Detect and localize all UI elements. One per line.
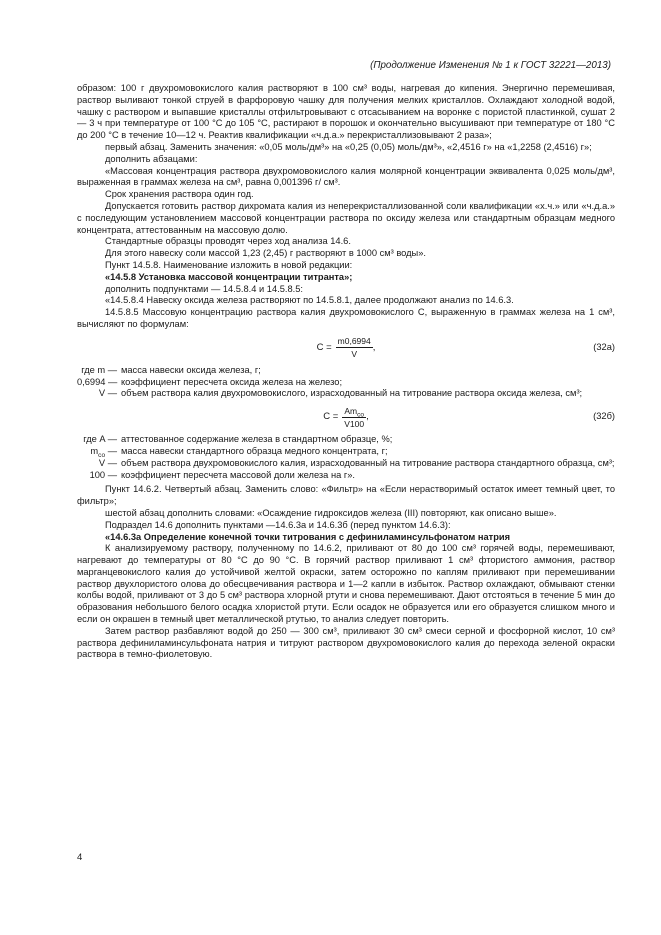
paragraph: дополнить абзацами: [105, 153, 198, 164]
paragraph: первый абзац. Заменить значения: «0,05 моль/дм³» на «0,25 (0,05) моль/дм³», «2,4516 г» на «1,2258 (2,4516) г»; [105, 141, 592, 152]
legend-description: масса навески оксида железа, г; [121, 364, 261, 375]
paragraph: Допускается готовить раствор дихромата калия из неперекристаллизованной соли квалификации «х.ч.» или «ч.д.а.» с последующим установлением массовой концентрации раствора по оксиду железа или стандартным образцам медного концентрата, аттестованным на массовую долю. [77, 200, 615, 235]
legend-term: где A — [83, 434, 117, 445]
paragraph: 14.5.8.5 Массовую концентрацию раствора калия двухромовокислого С, выраженную в граммах железа на 1 см³, вычисляют по формулам: [77, 307, 615, 329]
formula-numerator: $Am_{со}$ [344, 405, 365, 419]
page-number: 4 [77, 852, 83, 863]
legend-term: V — [98, 457, 117, 468]
section-heading: «14.5.8 Установка массовой концентрации титранта»; [105, 271, 353, 282]
formula-fraction [342, 406, 366, 429]
paragraph: дополнить подпунктами — 14.5.8.4 и 14.5.8.5: [105, 283, 303, 294]
page-header: (Продолжение Изменения № 1 к ГОСТ 32221—2013) [370, 60, 611, 71]
formula-32a [77, 331, 615, 365]
paragraph: Срок хранения раствора один год. [105, 189, 254, 200]
legend-term: где m — [81, 364, 117, 375]
paragraph: «14.5.8.4 Навеску оксида железа растворяют по 14.5.8.1, далее продолжают анализ по 14.6.3. [105, 295, 514, 306]
section-heading: «14.6.3а Определение конечной точки титрования с дефиниламинсульфонатом натрия [105, 531, 511, 542]
document-body [77, 83, 615, 661]
formula-legend [77, 434, 615, 481]
formula-lhs: C = [316, 341, 332, 353]
paragraph: шестой абзац дополнить словами: «Осаждение гидроксидов железа (III) повторяют, как описано выше». [105, 507, 557, 518]
formula-tail: , [372, 341, 376, 353]
paragraph: «Массовая концентрация раствора двухромовокислого калия молярной концентрации эквивалента 0,025 моль/дм³, выраженная в граммах железа на см³, равна 0,001396 г/ см³. [77, 165, 615, 188]
formula-denominator: V [351, 349, 358, 360]
legend-term: V — [98, 388, 117, 399]
paragraph: Пункт 14.6.2. Четвертый абзац. Заменить слово: «Фильтр» на «Если нерастворимый остаток имеет темный цвет, то фильтр»; [77, 484, 615, 507]
legend-description: масса навески стандартного образца медного концентрата, г; [121, 445, 388, 456]
legend-description: коэффициент пересчета массовой доли железа на г». [121, 469, 355, 480]
legend-description: объем раствора двухромовокислого калия, израсходованный на титрование раствора стандартного образца, см³; [121, 457, 615, 468]
formula-number: (32а) [593, 341, 615, 352]
paragraph: Стандартные образцы проводят через ход анализа 14.6. [105, 236, 351, 247]
formula-fraction [336, 336, 373, 359]
paragraph: Пункт 14.5.8. Наименование изложить в новой редакции: [105, 259, 353, 270]
legend-term: $m_{со}$ — [90, 445, 117, 459]
paragraph: Подраздел 14.6 дополнить пунктами —14.6.3а и 14.6.3б (перед пунктом 14.6.3): [105, 519, 451, 530]
legend-description: объем раствора калия двухромовокислого, израсходованный на титрование раствора оксида железа, см³; [121, 388, 583, 399]
legend-term: 100 — [89, 469, 117, 480]
formula-lhs: C = [323, 411, 339, 423]
legend-description: коэффициент пересчета оксида железа на железо; [121, 376, 343, 387]
formula-denominator: V100 [344, 418, 365, 429]
paragraph: образом: 100 г двухромовокислого калия растворяют в 100 см³ воды, нагревая до кипения. Энергично перемешивая, раствор выливают тонкой струей в фарфоровую чашку для получения мелких кристаллов. Охлаждают холодной водой, чашку с раствором и выпавшие кристаллы отфильтровывают с отсасыванием на воронке с пористой пластинкой, сушат 2 — 3 ч при температуре от 100 °С до 105 °С, растирают в порошок и окончательно высушивают при температуре от 180 °С до 200 °С в течение 10—12 ч. Реактив квалификации «ч.д.а.» перекристаллизовывают 2 раза»; [77, 83, 615, 141]
formula-tail: , [366, 411, 369, 423]
formula-legend [77, 365, 615, 400]
formula-32b [77, 400, 615, 434]
paragraph: К анализируемому раствору, полученному по 14.6.2, приливают от 80 до 100 см³ горячей воды, перемешивают, нагревают до температуры от 80 °С до 90 °С. В горячий раствор приливают 1 см³ фтористого аммония, раствор марганцевокислого калия до устойчивой желтой окраски, затем осторожно по каплям приливают при перемешивании раствор двухлористого олова до обесцвечивания раствора и 1—2 капли в избыток. Раствор охлаждают, обмывают стенки колбы водой, приливают от 3 до 5 см³ раствора хлорной ртути и снова перемешивают. Дают отстояться в течение 5 мин до образования небольшого белого осадка хлористой ртути. Если осадок не образуется или его образуется слишком много и если он окрашен в темный цвет металлической ртутью, то анализ следует повторить. [77, 543, 615, 625]
paragraph: Для этого навеску соли массой 1,23 (2,45) г растворяют в 1000 см³ воды». [105, 248, 426, 259]
paragraph: Затем раствор разбавляют водой до 250 — 300 см³, приливают 30 см³ смеси серной и фосфорной кислот, 10 см³ раствора дефиниламинсульфоната натрия и титруют раствором двухромовокислого калия до перехода зеленой окраски раствора в темно-фиолетовую. [77, 625, 615, 660]
legend-term: 0,6994 — [77, 376, 118, 387]
formula-numerator: m0,6994 [337, 336, 371, 347]
legend-description: аттестованное содержание железа в стандартном образце, %; [121, 434, 393, 445]
formula-number: (32б) [593, 411, 615, 422]
